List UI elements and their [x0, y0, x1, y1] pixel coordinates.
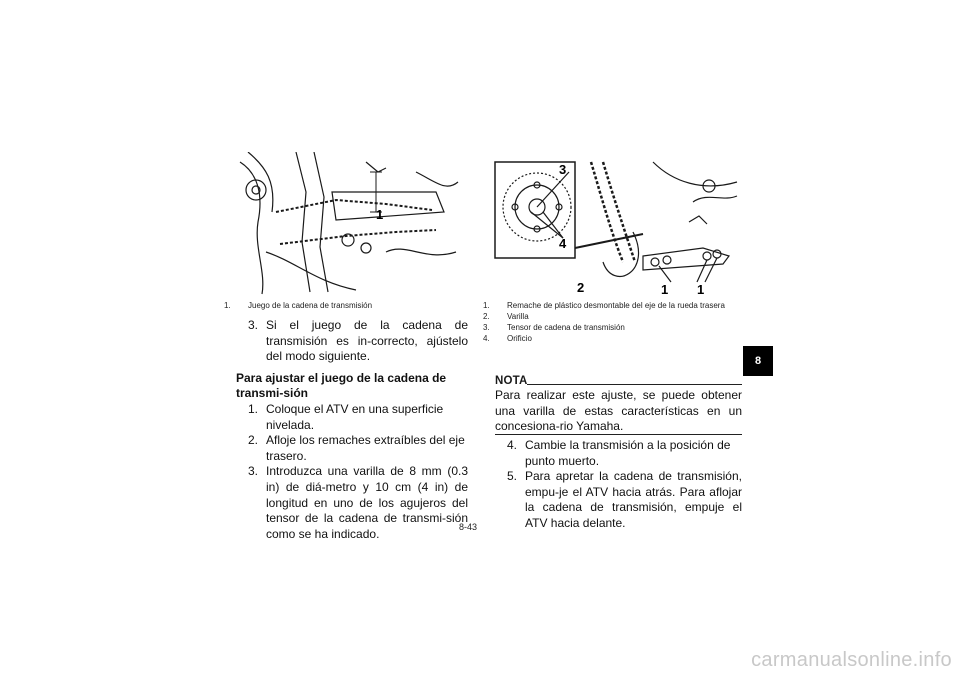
- step-1: 1. Coloque el ATV en una superficie nivelada.: [248, 401, 444, 432]
- nota-bottom-rule: [495, 434, 742, 435]
- figure1-caption: [224, 300, 460, 311]
- figure2-caption: [483, 300, 735, 344]
- left-column: [236, 318, 468, 542]
- step-3-check: 3. Si el juego de la cadena de transmisión es in-correcto, ajústelo del modo siguiente.: [248, 318, 468, 364]
- figure2-caption-item: 2. Varilla: [483, 312, 529, 321]
- figure2-callout-3: 3: [559, 162, 567, 177]
- figure-chain-tensioner: [493, 152, 741, 296]
- page-number: 8-43: [459, 522, 478, 532]
- figure2-callout-4: 4: [559, 236, 567, 251]
- figure2-callout-2: 2: [577, 280, 585, 295]
- adjust-heading: Para ajustar el juego de la cadena de transmi-sión: [236, 370, 447, 401]
- nota-text: Para realizar este ajuste, se puede obtener una varilla de estas características en un concesiona-rio Yamaha.: [495, 388, 742, 434]
- figure-drive-chain-slack: [236, 152, 460, 296]
- step-2: 2. Afloje los remaches extraíbles del eje trasero.: [248, 433, 465, 463]
- watermark: carmanualsonline.info: [751, 649, 952, 671]
- figure2-caption-item: 4. Orificio: [483, 334, 532, 343]
- figure2-caption-item: 3. Tensor de cadena de transmisión: [483, 323, 625, 332]
- step-3-rod: 3. Introduzca una varilla de 8 mm (0.3 in) de diá-metro y 10 cm (4 in) de longitud en uno de los agujeros del tensor de la cadena de transmi-sión como se ha indicado.: [248, 464, 468, 541]
- step-4: 4. Cambie la transmisión a la posición de punto muerto.: [507, 438, 731, 468]
- step-5: 5. Para apretar la cadena de transmisión, empu-je el ATV hacia atrás. Para aflojar la cadena de transmisión, empuje el ATV hacia delante.: [507, 469, 742, 530]
- chain-tensioner-illustration: [493, 152, 741, 296]
- figure1-caption-item: 1. Juego de la cadena de transmisión: [224, 301, 373, 310]
- nota-top-rule: [527, 384, 742, 385]
- figure1-callout-1: 1: [376, 207, 384, 222]
- figure2-callout-1a: 1: [661, 282, 669, 296]
- chain-slack-illustration: [236, 152, 460, 296]
- right-column: [495, 438, 742, 532]
- figure2-callout-1b: 1: [697, 282, 705, 296]
- chapter-tab: 8: [743, 346, 773, 376]
- nota-title: NOTA: [495, 375, 528, 387]
- figure2-caption-item: 1. Remache de plástico desmontable del eje de la rueda trasera: [483, 301, 725, 310]
